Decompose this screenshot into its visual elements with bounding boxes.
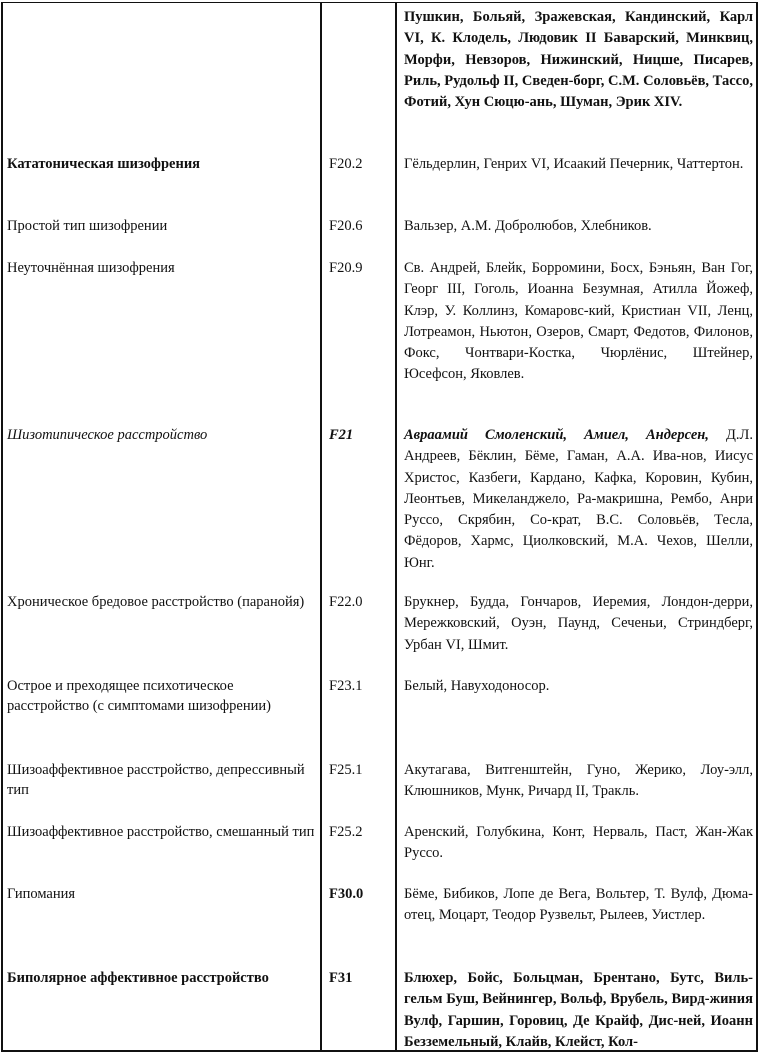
icd-code: F22.0 <box>329 594 363 610</box>
people-list: Вальзер, А.М. Добролюбов, Хлебников. <box>404 218 652 234</box>
disorder-name: Кататоническая шизофрения <box>7 156 201 172</box>
icd-code: F31 <box>329 970 353 986</box>
icd-code: F30.0 <box>329 886 364 902</box>
people-list: Бёме, Бибиков, Лопе де Вега, Вольтер, Т. Вулф, Дюма-отец, Моцарт, Теодор Рузвельт, Рылеев, Уистлер. <box>404 886 753 924</box>
disorder-name: Хроническое бредовое расстройство (паранойя) <box>7 594 305 610</box>
disorder-name: Шизоаффективное расстройство, смешанный тип <box>7 824 315 840</box>
column-divider-code-people <box>395 2 397 1052</box>
people-list: Аренский, Голубкина, Конт, Нерваль, Паст, Жан-Жак Руссо. <box>404 824 753 862</box>
column-divider-name-code <box>320 2 322 1052</box>
people-list: Брукнер, Будда, Гончаров, Иеремия, Лондон-дерри, Мережковский, Оуэн, Паунд, Сеченьи, Стриндберг, Урбан VI, Шмит. <box>404 594 753 653</box>
icd-code: F25.1 <box>329 762 363 778</box>
disorder-name: Гипомания <box>7 886 76 902</box>
people-list <box>404 425 753 574</box>
people-list: Блюхер, Бойс, Больцман, Брентано, Бутс, Виль-гельм Буш, Вейнингер, Вольф, Врубель, Вирд-жиния Вулф, Гаршин, Горовиц, Де Крайф, Дис-ней, Иоанн Безземельный, Клайв, Клейст, Кол- <box>404 970 753 1050</box>
disorder-name: Шизоаффективное расстройство, депрессивный тип <box>7 762 305 798</box>
icd-code: F25.2 <box>329 824 363 840</box>
people-list-italic: Авраамий Смоленский, Амиел, Андерсен, <box>404 427 709 443</box>
people-list: Гёльдерлин, Генрих VI, Исаакий Печерник, Чаттертон. <box>404 156 744 172</box>
disorder-name: Биполярное аффективное расстройство <box>7 970 269 986</box>
icd-code: F20.9 <box>329 260 363 276</box>
disorder-name: Острое и преходящее психотическое расстройство (с симптомами шизофрении) <box>7 678 271 714</box>
people-list: Белый, Навуходоносор. <box>404 678 550 694</box>
people-list: Пушкин, Больяй, Зражевская, Кандинский, Карл VI, К. Клодель, Людовик II Баварский, Минквиц, Морфи, Невзоров, Нижинский, Ницше, Писарев, Риль, Рудольф II, Сведен-борг, С.М. Соловьёв, Тассо, Фотий, Хун Сюцю-ань, Шуман, Эрик XIV. <box>404 9 753 111</box>
people-list: Св. Андрей, Блейк, Борромини, Босх, Бэньян, Ван Гог, Георг III, Гоголь, Иоанна Безумная, Атилла Йожеф, Клэр, У. Коллинз, Комаровс-кий, Кристиан VII, Ленц, Лотреамон, Ньютон, Озеров, Смарт, Федотов, Филонов, Фокс, Чонтвари-Костка, Чюрлёнис, Штейнер, Юсефсон, Яковлев. <box>404 260 753 383</box>
people-list-rest: Д.Л. Андреев, Бёклин, Бёме, Гаман, А.А. Ива-нов, Иисус Христос, Казбеги, Кардано, Кафка, Коровин, Кубин, Леонтьев, Микеланджело, Ра-макришна, Рембо, Анри Руссо, Скрябин, Со-крат, В.С. Соловьёв, Тесла, Фёдоров, Хармс, Циолковский, М.А. Чехов, Шелли, Юнг. <box>404 427 754 571</box>
icd-code: F20.2 <box>329 156 363 172</box>
disorder-name: Неуточнённая шизофрения <box>7 260 175 276</box>
disorder-name: Простой тип шизофрении <box>7 218 168 234</box>
disorder-name: Шизотипическое расстройство <box>7 427 208 443</box>
icd-code: F23.1 <box>329 678 363 694</box>
icd-code: F21 <box>329 427 354 443</box>
icd-code: F20.6 <box>329 218 363 234</box>
people-list: Акутагава, Витгенштейн, Гуно, Жерико, Лоу-элл, Клюшников, Мунк, Ричард II, Тракль. <box>404 762 753 800</box>
